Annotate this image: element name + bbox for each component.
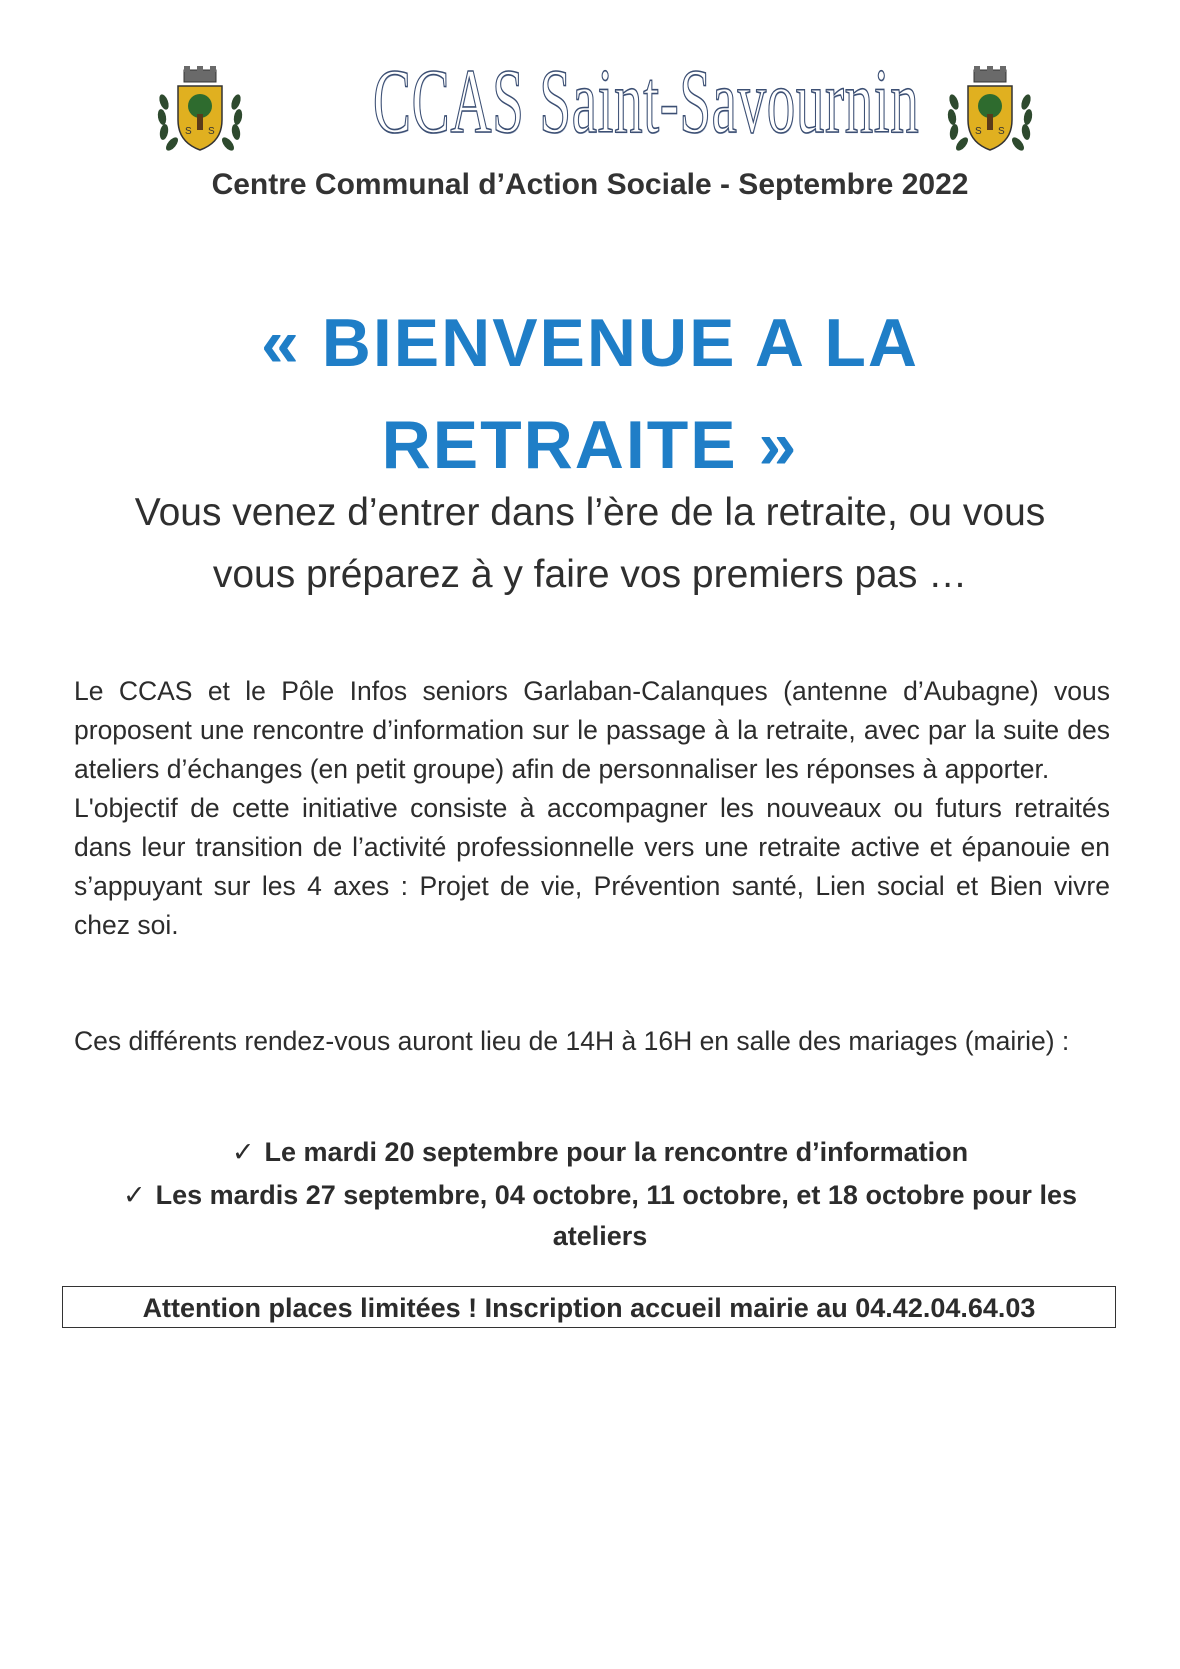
header <box>0 40 1180 210</box>
dates-list <box>100 1132 1100 1259</box>
list-item-text: Les mardis 27 septembre, 04 octobre, 11 octobre, et 18 octobre pour les ateliers <box>155 1180 1077 1251</box>
list-item <box>100 1132 1100 1173</box>
list-item-text: Le mardi 20 septembre pour la rencontre d’information <box>264 1137 969 1167</box>
svg-text:S: S <box>208 126 215 137</box>
paragraph-schedule: Ces différents rendez-vous auront lieu de 14H à 16H en salle des mariages (mairie) : <box>74 1026 1070 1056</box>
svg-text:S: S <box>998 126 1005 137</box>
registration-notice: Attention places limitées ! Inscription accueil mairie au 04.42.04.64.03 <box>62 1286 1116 1328</box>
paragraph-presentation: Le CCAS et le Pôle Infos seniors Garlaban-Calanques (antenne d’Aubagne) vous proposent une rencontre d’information sur le passage à la retraite, avec par la suite des ateliers d’échanges (en petit groupe) afin de personnaliser les réponses à apporter. <box>74 676 1110 784</box>
organization-title: CCAS Saint-Savournin <box>373 50 920 152</box>
main-title <box>80 292 1100 496</box>
intro-line-2: vous préparez à y faire vos premiers pas … <box>212 553 968 596</box>
list-item <box>100 1175 1100 1257</box>
main-title-line-2: RETRAITE » <box>381 407 799 483</box>
paragraph-schedule-info <box>74 1022 1110 1061</box>
check-icon: ✓ <box>123 1180 146 1210</box>
body-paragraphs <box>74 672 1110 945</box>
header-subtitle: Centre Communal d’Action Sociale - Septembre 2022 <box>211 168 969 201</box>
check-icon: ✓ <box>231 1137 255 1167</box>
svg-text:S: S <box>975 126 982 137</box>
intro-text <box>60 482 1120 606</box>
main-title-line-1: « BIENVENUE A LA <box>261 305 919 381</box>
svg-text:S: S <box>185 126 192 137</box>
paragraph-objective: L'objectif de cette initiative consiste à accompagner les nouveaux ou futurs retraités dans leur transition de l’activité professionnelle vers une retraite active et épanouie en s’appuyant sur les 4 axes : Projet de vie, Prévention santé, Lien social et Bien vivre chez soi. <box>74 793 1110 940</box>
intro-line-1: Vous venez d’entrer dans l’ère de la retraite, ou vous <box>134 491 1046 534</box>
coat-of-arms-icon <box>150 62 250 162</box>
coat-of-arms-icon <box>940 62 1040 162</box>
